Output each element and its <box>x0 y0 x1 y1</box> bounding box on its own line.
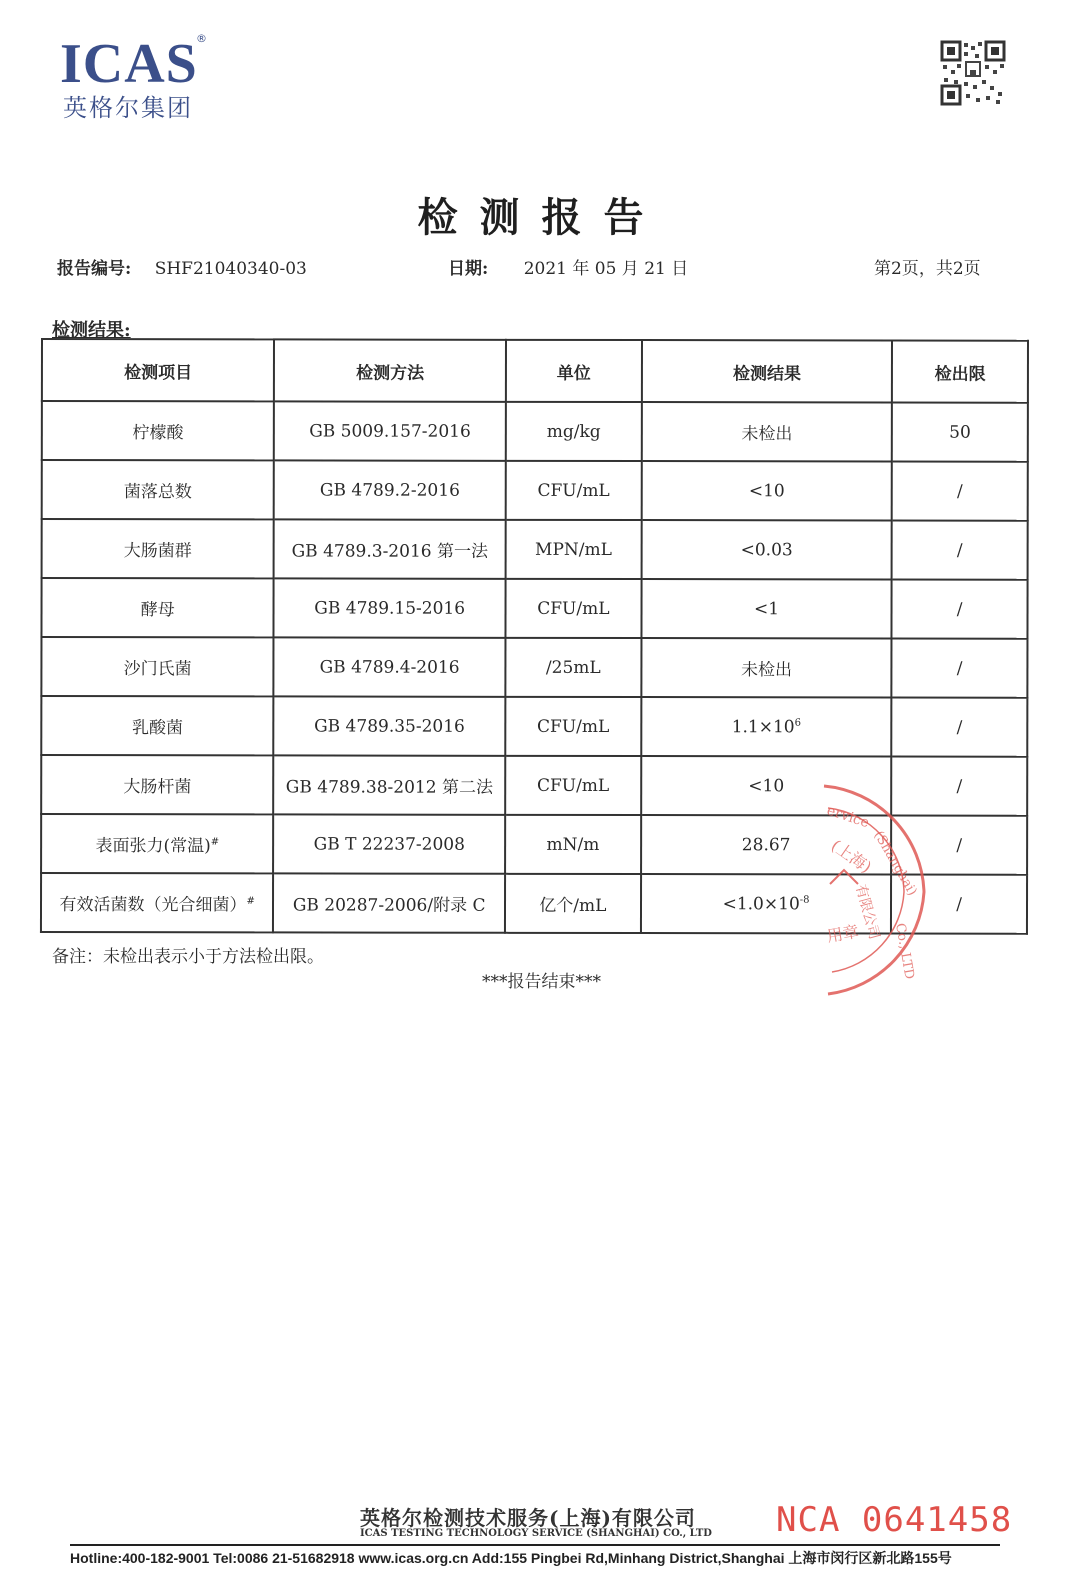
cell-result: <0.03 <box>641 520 892 579</box>
cell-result: <1 <box>641 579 892 638</box>
report-number-label: 报告编号: <box>57 259 132 279</box>
cell-unit: MPN/mL <box>506 520 642 579</box>
header-limit: 检出限 <box>892 340 1028 402</box>
report-title: 检测报告 <box>417 194 666 241</box>
results-label: 检测结果: <box>52 320 131 341</box>
cell-limit: / <box>892 520 1028 579</box>
cell-result: 未检出 <box>642 402 893 461</box>
report-date-value: 2021 年 05 月 21 日 <box>523 259 689 279</box>
cell-result: 未检出 <box>641 638 892 697</box>
report-date-label: 日期: <box>448 259 489 279</box>
table-row <box>41 696 1027 757</box>
cell-item: 酵母 <box>41 578 273 637</box>
cell-method: GB T 22237-2008 <box>273 814 505 873</box>
cell-method: GB 4789.15-2016 <box>274 578 506 637</box>
page-indicator: 第2页，共2页 <box>874 259 981 279</box>
cell-limit: / <box>892 579 1028 638</box>
cell-item: 沙门氏菌 <box>41 637 273 696</box>
cell-method: GB 4789.35-2016 <box>274 696 506 755</box>
report-number-value: SHF21040340-03 <box>154 259 307 279</box>
result-exponent: 6 <box>794 717 802 729</box>
cell-item <box>41 814 273 873</box>
result-exponent: -8 <box>799 894 810 906</box>
registered-mark: ® <box>196 32 207 45</box>
cell-method: GB 4789.4-2016 <box>274 637 506 696</box>
cell-unit: 亿个/mL <box>505 874 641 933</box>
table-row <box>42 519 1028 580</box>
cell-method: GB 4789.3-2016 第一法 <box>274 519 506 578</box>
cell-result: 28.67 <box>641 815 892 874</box>
cell-result: <10 <box>641 756 892 815</box>
table-header-row <box>42 339 1028 403</box>
cell-method: GB 5009.157-2016 <box>274 401 506 460</box>
svg-text:Co., LTD: Co., LTD <box>892 922 917 981</box>
cell-limit: 50 <box>892 402 1028 461</box>
cell-limit: / <box>892 697 1028 756</box>
report-number <box>57 254 307 279</box>
cell-limit: / <box>892 638 1028 697</box>
cell-item: 柠檬酸 <box>42 401 274 460</box>
cell-limit: / <box>891 815 1027 874</box>
icas-logo: ICAS <box>60 33 198 95</box>
cell-method: GB 4789.38-2012 第二法 <box>274 755 506 814</box>
table-note: 备注：未检出表示小于方法检出限。 <box>52 947 324 967</box>
cell-limit: / <box>891 756 1027 815</box>
svg-text:(Shanghai): (Shanghai) <box>870 828 920 899</box>
cell-result <box>641 697 892 756</box>
cell-item: 大肠菌群 <box>42 519 274 578</box>
header-item: 检测项目 <box>42 339 274 401</box>
cell-unit: CFU/mL <box>506 461 642 520</box>
cell-item: 菌落总数 <box>42 460 274 519</box>
logo-subtitle: 英格尔集团 <box>63 94 193 122</box>
item-name: 表面张力(常温) <box>95 836 211 857</box>
cell-item: 乳酸菌 <box>41 696 273 755</box>
header-method: 检测方法 <box>274 339 506 401</box>
svg-text:有限公司: 有限公司 <box>852 882 883 942</box>
item-footnote-mark: # <box>246 895 255 907</box>
cell-method: GB 4789.2-2016 <box>274 460 506 519</box>
table-row <box>42 460 1028 521</box>
cell-result: <10 <box>641 461 892 520</box>
cell-unit: /25mL <box>505 638 641 697</box>
result-value: 1.1×10 <box>731 716 795 737</box>
cell-unit: CFU/mL <box>505 697 641 756</box>
footer-company-cn: 英格尔检测技术服务(上海)有限公司 <box>360 1506 696 1530</box>
report-end-marker: ***报告结束*** <box>482 972 601 992</box>
header-result: 检测结果 <box>642 340 893 402</box>
svg-text:(上海): (上海) <box>827 835 876 877</box>
nca-serial-number: NCA 0641458 <box>776 1500 1013 1540</box>
table-row <box>41 637 1027 698</box>
table-row <box>42 401 1028 462</box>
cell-item <box>41 873 273 932</box>
table-row <box>41 578 1027 639</box>
cell-unit: CFU/mL <box>505 756 641 815</box>
cell-method: GB 20287-2006/附录 C <box>273 873 505 932</box>
footer-contact: Hotline:400-182-9001 Tel:0086 21-51682918 www.icas.org.cn Add:155 Pingbei Rd,Minhang District,Shanghai 上海市闵行区新北路155号 <box>70 1550 952 1566</box>
cell-limit: / <box>892 461 1028 520</box>
footer-company-en: ICAS TESTING TECHNOLOGY SERVICE (SHANGHAI) CO., LTD <box>360 1528 712 1539</box>
result-value: <1.0×10 <box>722 893 800 914</box>
svg-text:ervice: ervice <box>824 802 872 832</box>
item-name: 有效活菌数（光合细菌） <box>59 895 247 916</box>
cell-item: 大肠杆菌 <box>41 755 273 814</box>
cell-limit: / <box>891 874 1027 933</box>
cell-unit: mN/m <box>505 815 641 874</box>
item-footnote-mark: # <box>210 836 220 848</box>
header-unit: 单位 <box>506 340 642 402</box>
svg-text:用章: 用章 <box>825 921 861 946</box>
report-date <box>448 254 688 279</box>
footer-divider <box>70 1544 1000 1546</box>
cell-unit: CFU/mL <box>505 579 641 638</box>
qr-code-icon <box>940 40 1006 106</box>
cell-unit: mg/kg <box>506 402 642 461</box>
